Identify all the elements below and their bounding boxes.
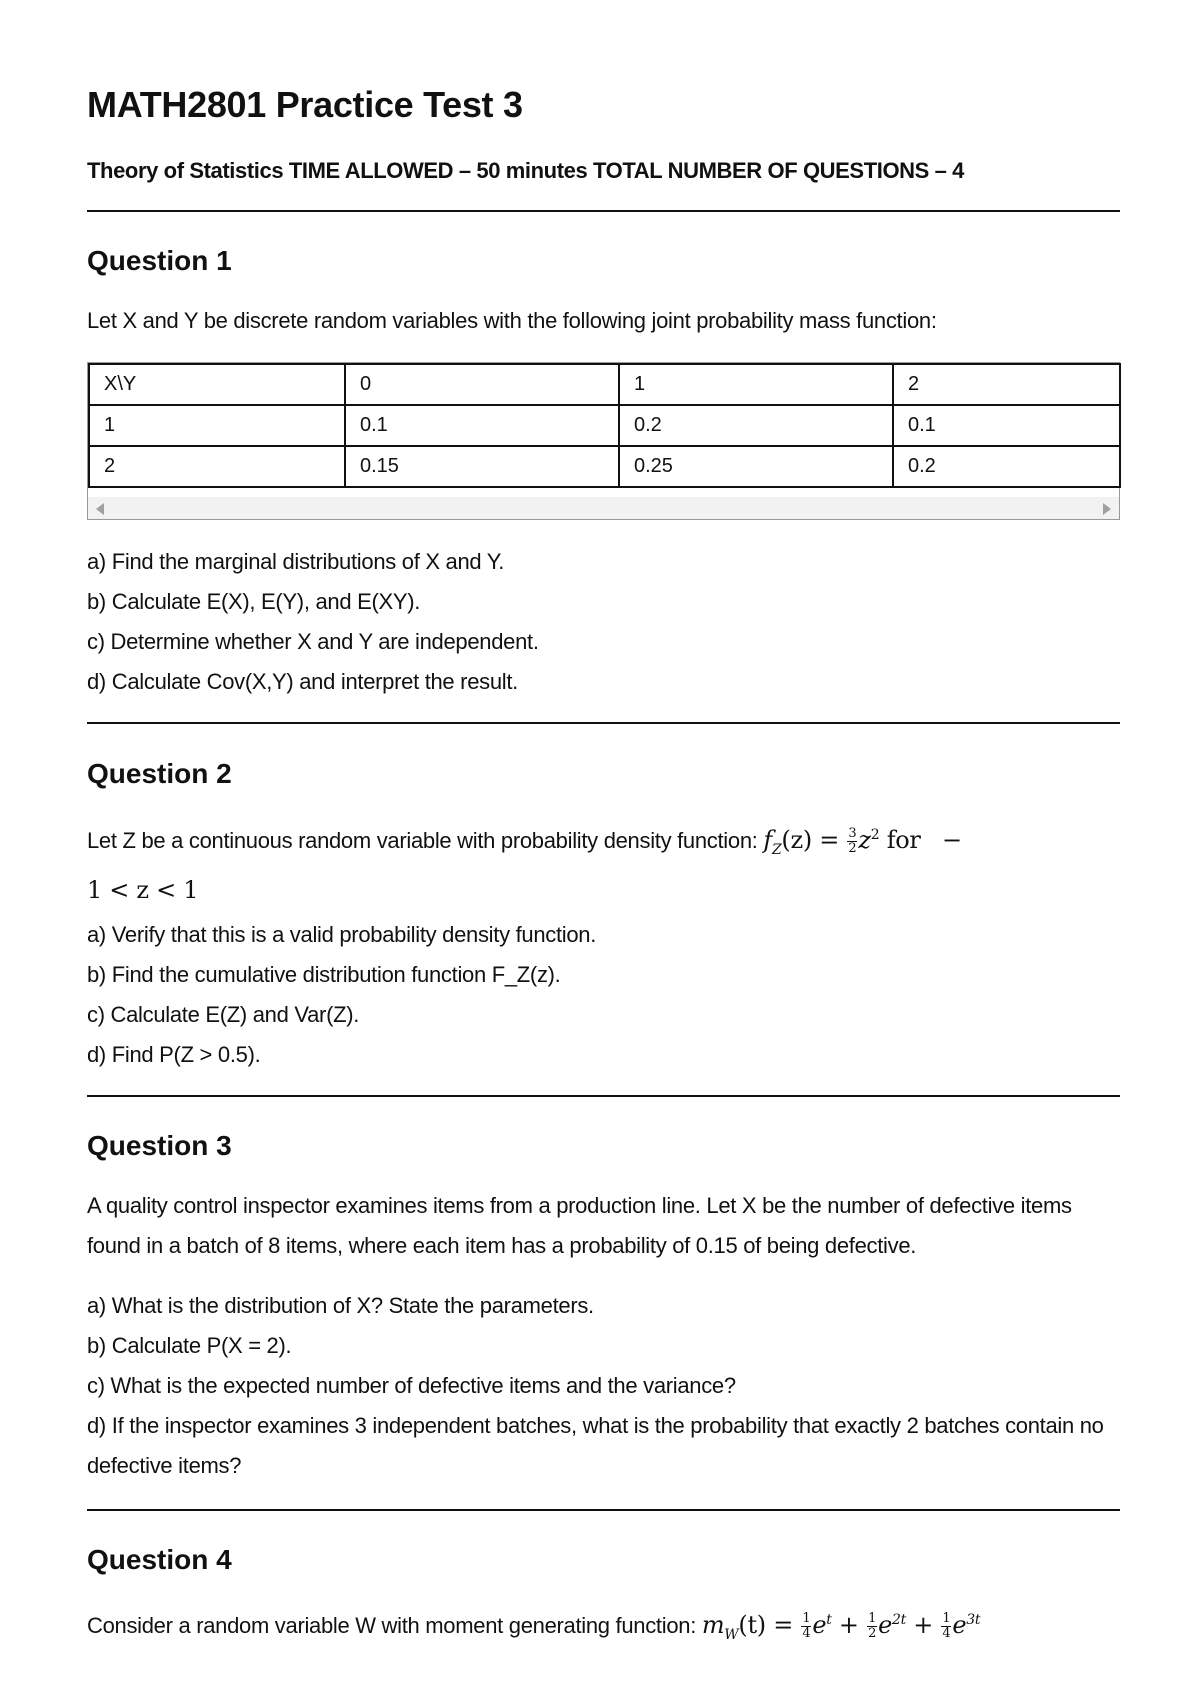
question-2-intro: Let Z be a continuous random variable with probability density function: bbox=[87, 828, 758, 853]
question-2-heading: Question 2 bbox=[87, 758, 232, 789]
question-part: a) Verify that this is a valid probability density function. bbox=[87, 922, 597, 947]
question-1-heading: Question 1 bbox=[87, 245, 232, 276]
formula-part: 4 bbox=[802, 1626, 811, 1641]
section-divider bbox=[87, 1095, 1120, 1097]
formula-part: e bbox=[952, 1611, 967, 1639]
formula-part: − bbox=[941, 826, 962, 854]
question-3-heading: Question 3 bbox=[87, 1130, 232, 1161]
question-part: c) Determine whether X and Y are independent. bbox=[87, 629, 539, 654]
formula-part: 4 bbox=[942, 1626, 951, 1641]
page-title: MATH2801 Practice Test 3 bbox=[87, 84, 523, 125]
question-part: c) What is the expected number of defective items and the variance? bbox=[87, 1373, 736, 1398]
question-2-parts bbox=[87, 915, 596, 1075]
question-1-parts bbox=[87, 542, 539, 702]
formula-fraction bbox=[801, 1612, 811, 1641]
question-part: a) Find the marginal distributions of X and Y. bbox=[87, 549, 505, 574]
section-divider bbox=[87, 210, 1120, 212]
formula-fraction bbox=[847, 827, 857, 856]
table-cell: 0.15 bbox=[345, 446, 619, 487]
question-3-parts bbox=[87, 1286, 1120, 1486]
scroll-left-arrow-icon[interactable] bbox=[96, 503, 104, 515]
table-cell: 2 bbox=[893, 364, 1120, 405]
question-part: b) Calculate P(X = 2). bbox=[87, 1333, 292, 1358]
table-cell: 0.1 bbox=[893, 405, 1120, 446]
formula-part: z bbox=[858, 826, 871, 854]
formula-part: 2 bbox=[848, 841, 857, 856]
pmf-table-container bbox=[87, 362, 1120, 520]
page-subtitle: Theory of Statistics TIME ALLOWED – 50 minutes TOTAL NUMBER OF QUESTIONS – 4 bbox=[87, 158, 965, 183]
formula-part: 2 bbox=[868, 1626, 877, 1641]
question-part: b) Find the cumulative distribution function F_Z(z). bbox=[87, 962, 561, 987]
question-part: c) Calculate E(Z) and Var(Z). bbox=[87, 1002, 360, 1027]
formula-fraction bbox=[867, 1612, 877, 1641]
mgf-formula bbox=[701, 1611, 981, 1643]
table-cell: 2 bbox=[89, 446, 345, 487]
formula-part: 3t bbox=[966, 1612, 981, 1628]
table-cell: 0 bbox=[345, 364, 619, 405]
formula-part: t bbox=[826, 1612, 832, 1628]
table-row bbox=[89, 446, 1120, 487]
formula-part: 1 bbox=[942, 1611, 951, 1626]
table-cell: 0.2 bbox=[619, 405, 893, 446]
formula-part: e bbox=[878, 1611, 892, 1639]
formula-part: e bbox=[812, 1611, 827, 1639]
formula-part: 1 bbox=[802, 1611, 811, 1626]
question-part: a) What is the distribution of X? State the parameters. bbox=[87, 1293, 594, 1318]
table-cell: 0.25 bbox=[619, 446, 893, 487]
formula-part: + bbox=[838, 1611, 859, 1639]
formula-part: m bbox=[701, 1611, 725, 1639]
question-4-intro-paragraph bbox=[87, 1600, 1120, 1655]
formula-part: (z) = bbox=[781, 826, 840, 854]
question-4-heading: Question 4 bbox=[87, 1544, 232, 1575]
section-divider bbox=[87, 1509, 1120, 1511]
section-divider bbox=[87, 722, 1120, 724]
table-cell: 1 bbox=[619, 364, 893, 405]
question-part: b) Calculate E(X), E(Y), and E(XY). bbox=[87, 589, 421, 614]
table-horizontal-scrollbar[interactable] bbox=[88, 497, 1119, 519]
table-header-row bbox=[89, 364, 1120, 405]
formula-part: (t) = bbox=[738, 1611, 794, 1639]
formula-part: 1 bbox=[868, 1611, 877, 1626]
table-cell: 0.2 bbox=[893, 446, 1120, 487]
formula-part: for bbox=[886, 826, 921, 854]
formula-part: f bbox=[763, 826, 772, 854]
question-part: d) If the inspector examines 3 independent batches, what is the probability that exactly 2 batches contain no defective items? bbox=[87, 1413, 1104, 1478]
formula-part: 2 bbox=[870, 827, 880, 843]
formula-part: Z bbox=[771, 841, 782, 858]
formula-part: 1 < z < 1 bbox=[87, 875, 199, 904]
scroll-right-arrow-icon[interactable] bbox=[1103, 503, 1111, 515]
table-cell: X\Y bbox=[89, 364, 345, 405]
formula-part: 3 bbox=[848, 826, 857, 841]
table-row bbox=[89, 405, 1120, 446]
formula-fraction bbox=[941, 1612, 951, 1641]
question-1-intro: Let X and Y be discrete random variables with the following joint probability mass function: bbox=[87, 308, 937, 333]
question-part: d) Calculate Cov(X,Y) and interpret the result. bbox=[87, 669, 518, 694]
table-cell: 1 bbox=[89, 405, 345, 446]
question-3-intro: A quality control inspector examines items from a production line. Let X be the number of defective items found in a batch of 8 items, where each item has a probability of 0.15 of being defective. bbox=[87, 1193, 1072, 1258]
formula-part: + bbox=[913, 1611, 934, 1639]
question-part: d) Find P(Z > 0.5). bbox=[87, 1042, 261, 1067]
question-2-intro-paragraph bbox=[87, 815, 1120, 911]
formula-part: W bbox=[724, 1626, 739, 1643]
formula-part: 2t bbox=[891, 1612, 906, 1628]
question-4-intro: Consider a random variable W with moment generating function: bbox=[87, 1613, 697, 1638]
joint-pmf-table bbox=[88, 363, 1121, 488]
table-cell: 0.1 bbox=[345, 405, 619, 446]
